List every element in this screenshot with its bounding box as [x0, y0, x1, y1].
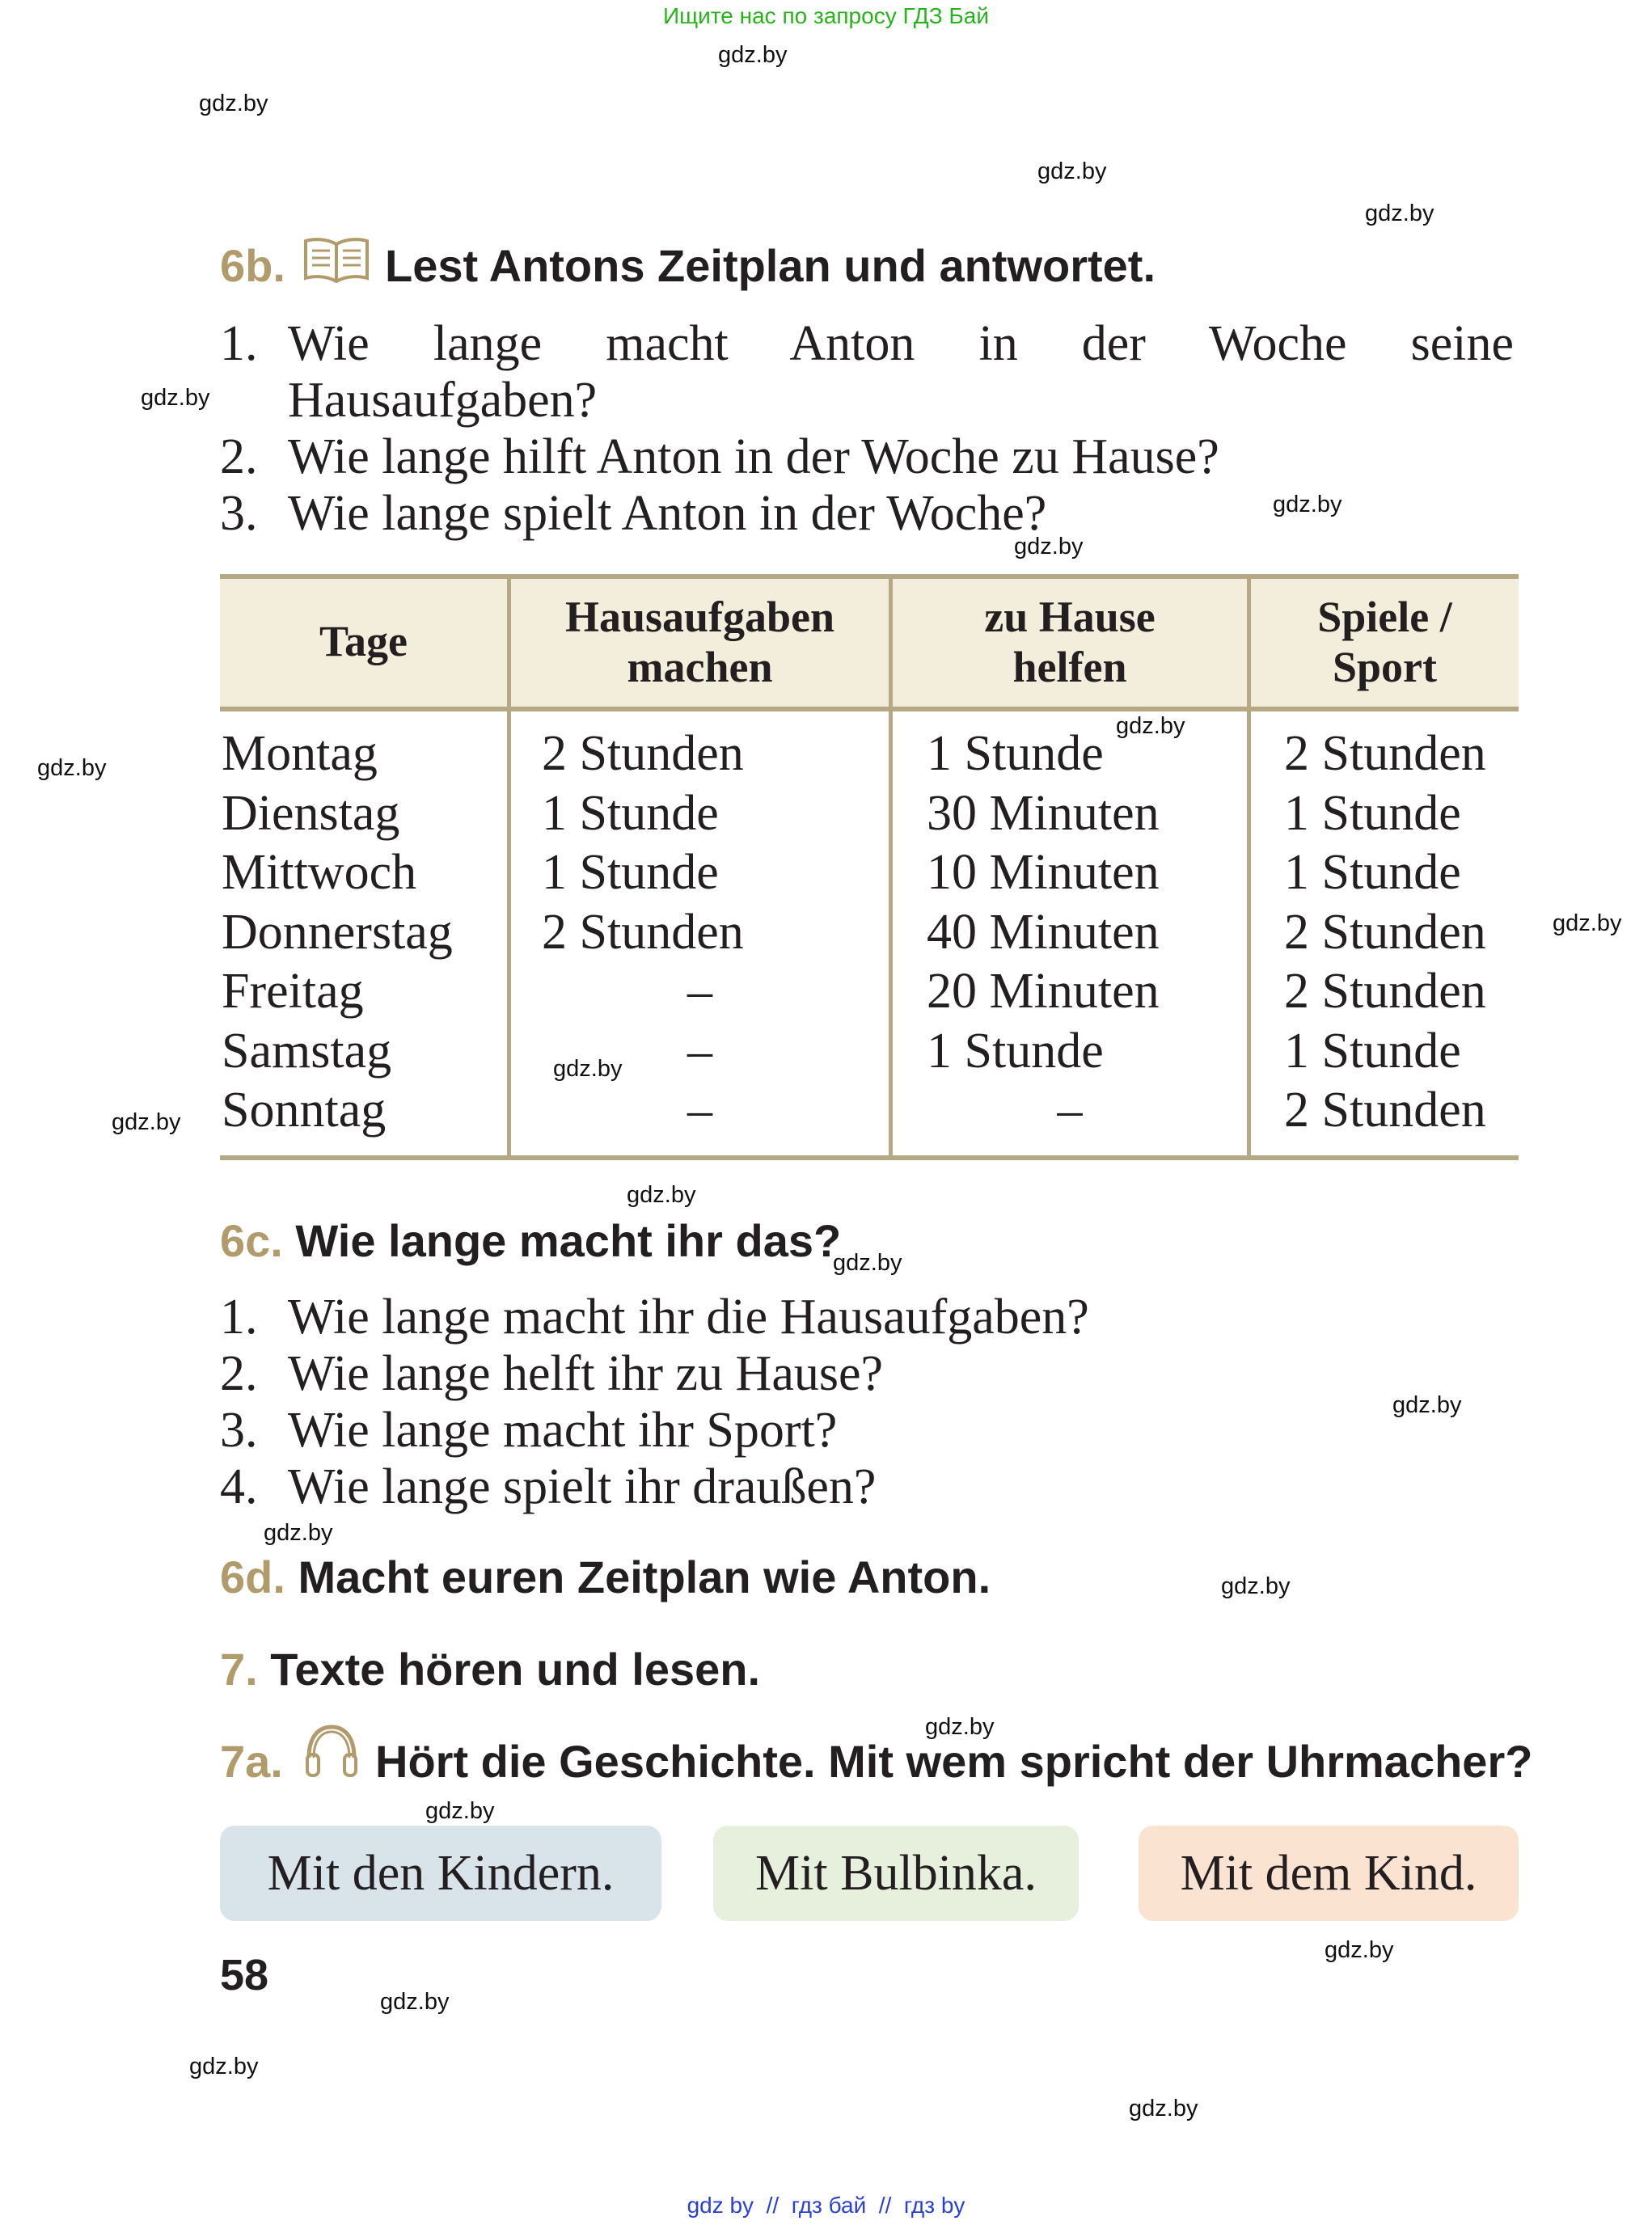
table-cell: 1 Stunde: [927, 1023, 1104, 1079]
header-line: helfen: [1012, 643, 1127, 691]
table-cell: 2 Stunden: [542, 726, 744, 781]
watermark: gdz.by: [1014, 534, 1084, 559]
table-column-sport: [1284, 724, 1519, 1141]
header-line: zu Hause: [984, 593, 1156, 641]
header-line: Tage: [319, 617, 408, 665]
header-line: Sport: [1332, 643, 1437, 691]
table-rule: [220, 1155, 1519, 1160]
table-header-days: [220, 616, 507, 666]
exercise-number: 6b.: [220, 240, 285, 291]
table-rule: [220, 707, 1519, 711]
watermark: gdz.by: [1273, 492, 1342, 517]
page-number: 58: [220, 1951, 269, 1999]
watermark: gdz.by: [425, 1798, 495, 1824]
table-column-help: [927, 724, 1234, 1081]
watermark: gdz.by: [1221, 1573, 1291, 1599]
question-number: 1.: [220, 1290, 258, 1345]
question-number: 1.: [220, 316, 258, 371]
headphones-icon: [302, 1722, 361, 1779]
question-text: Wie lange helft ihr zu Hause?: [288, 1346, 884, 1401]
question-6c-3: [220, 1402, 837, 1459]
table-cell: Dienstag: [222, 785, 400, 841]
header-line: machen: [627, 643, 773, 691]
table-cell: 1 Stunde: [1284, 785, 1461, 841]
watermark: gdz.by: [1116, 713, 1185, 739]
table-column-homework: [542, 724, 849, 962]
exercise-number: 7.: [220, 1644, 258, 1695]
question-number: 2.: [220, 429, 258, 484]
watermark: gdz.by: [1553, 910, 1622, 936]
table-cell: –: [687, 1083, 712, 1138]
watermark: gdz.by: [553, 1056, 623, 1082]
table-cell: Donnerstag: [222, 904, 453, 960]
watermark: gdz.by: [264, 1520, 333, 1546]
table-cell: 30 Minuten: [927, 785, 1160, 841]
watermark: gdz.by: [1037, 158, 1107, 184]
exercise-number: 6d.: [220, 1552, 285, 1602]
table-cell: –: [687, 1023, 712, 1079]
watermark: gdz.by: [141, 385, 210, 411]
watermark: gdz.by: [718, 42, 788, 68]
exercise-7a-title: Hört die Geschichte. Mit wem spricht der Uhrmacher?: [375, 1736, 1533, 1787]
exercise-6d-heading: [220, 1551, 991, 1603]
watermark: gdz.by: [1365, 201, 1434, 226]
watermark: gdz.by: [112, 1109, 181, 1135]
question-number: 3.: [220, 1403, 258, 1458]
watermark: gdz.by: [1392, 1392, 1462, 1418]
question-text: Wie lange spielt ihr draußen?: [288, 1459, 877, 1514]
question-number: 2.: [220, 1346, 258, 1401]
exercise-6b-heading: [220, 239, 285, 292]
table-cell: Samstag: [222, 1023, 392, 1079]
question-text: Wie lange spielt Anton in der Woche?: [288, 486, 1047, 541]
open-book-icon: [302, 236, 370, 283]
watermark: gdz.by: [925, 1714, 995, 1740]
watermark: gdz.by: [1129, 2096, 1198, 2122]
table-cell: 40 Minuten: [927, 904, 1160, 960]
table-cell: 1 Stunde: [542, 845, 719, 900]
question-text: Wie lange macht Anton in der Woche seine: [288, 316, 1514, 371]
answer-text: Mit Bulbinka.: [755, 1845, 1037, 1901]
watermark: gdz.by: [37, 755, 107, 781]
table-cell: –: [687, 964, 712, 1019]
footer-links[interactable]: gdz by // гдз бай // гдз by: [687, 2193, 965, 2218]
question-6b-2: [220, 429, 1219, 485]
schedule-table: [220, 574, 1519, 1160]
answer-option-2[interactable]: [713, 1826, 1079, 1921]
exercise-6c-heading: [220, 1214, 841, 1267]
table-cell: 2 Stunden: [1284, 726, 1486, 781]
answer-option-3[interactable]: [1139, 1826, 1519, 1921]
answer-option-1[interactable]: [220, 1826, 661, 1921]
table-cell: –: [1057, 1083, 1083, 1138]
answer-text: Mit dem Kind.: [1180, 1845, 1477, 1901]
question-text: Wie lange hilft Anton in der Woche zu Hause?: [288, 429, 1219, 484]
table-cell: Montag: [222, 726, 378, 781]
exercise-6d-title: Macht euren Zeitplan wie Anton.: [298, 1552, 991, 1602]
answer-text: Mit den Kindern.: [267, 1845, 615, 1901]
question-text: Wie lange macht ihr die Hausaufgaben?: [288, 1290, 1089, 1345]
table-cell: 2 Stunden: [1284, 964, 1486, 1019]
header-line: Spiele /: [1317, 593, 1452, 641]
question-6c-2: [220, 1345, 883, 1402]
watermark: gdz.by: [1325, 1937, 1394, 1963]
table-column-help-dash: [893, 1081, 1247, 1141]
table-rule: [220, 574, 1519, 579]
question-6c-1: [220, 1289, 1089, 1345]
exercise-7a-heading: [220, 1735, 283, 1788]
top-banner: Ищите нас по запросу ГДЗ Бай: [662, 3, 990, 28]
watermark: gdz.by: [833, 1250, 902, 1276]
exercise-number: 7a.: [220, 1736, 283, 1787]
exercise-7-title: Texte hören und lesen.: [270, 1644, 761, 1695]
exercise-6c-title: Wie lange macht ihr das?: [295, 1215, 842, 1266]
question-6b-1-cont: Hausaufgaben?: [288, 373, 598, 428]
watermark: gdz.by: [189, 2054, 259, 2079]
table-cell: 2 Stunden: [542, 904, 744, 960]
table-header-help: [893, 592, 1247, 692]
question-6b-1: [220, 315, 1514, 372]
table-cell: Sonntag: [222, 1083, 387, 1138]
table-cell: 2 Stunden: [1284, 904, 1486, 960]
table-cell: 1 Stunde: [542, 785, 719, 841]
table-cell: 1 Stunde: [1284, 1023, 1461, 1079]
table-cell: 2 Stunden: [1284, 1083, 1486, 1138]
table-header-homework: [511, 592, 889, 692]
exercise-6b-title: Lest Antons Zeitplan und antwortet.: [385, 240, 1156, 291]
watermark: gdz.by: [627, 1182, 696, 1208]
table-column-homework-dashes: [511, 962, 889, 1141]
table-cell: 1 Stunde: [1284, 845, 1461, 900]
table-cell: Freitag: [222, 964, 364, 1019]
table-cell: 20 Minuten: [927, 964, 1160, 1019]
exercise-number: 6c.: [220, 1215, 283, 1266]
question-number: 4.: [220, 1459, 258, 1514]
table-cell: 1 Stunde: [927, 726, 1104, 781]
table-column-days: [222, 724, 505, 1141]
question-text: Wie lange macht ihr Sport?: [288, 1403, 838, 1458]
question-number: 3.: [220, 486, 258, 541]
question-6c-4: [220, 1459, 876, 1515]
header-line: Hausaufgaben: [564, 593, 835, 641]
exercise-7-heading: [220, 1643, 760, 1695]
table-header-sport: [1251, 592, 1519, 692]
question-6b-3: [220, 485, 1046, 542]
table-cell: 10 Minuten: [927, 845, 1160, 900]
table-cell: Mittwoch: [222, 845, 417, 900]
watermark: gdz.by: [380, 1989, 450, 2015]
watermark: gdz.by: [199, 91, 268, 116]
